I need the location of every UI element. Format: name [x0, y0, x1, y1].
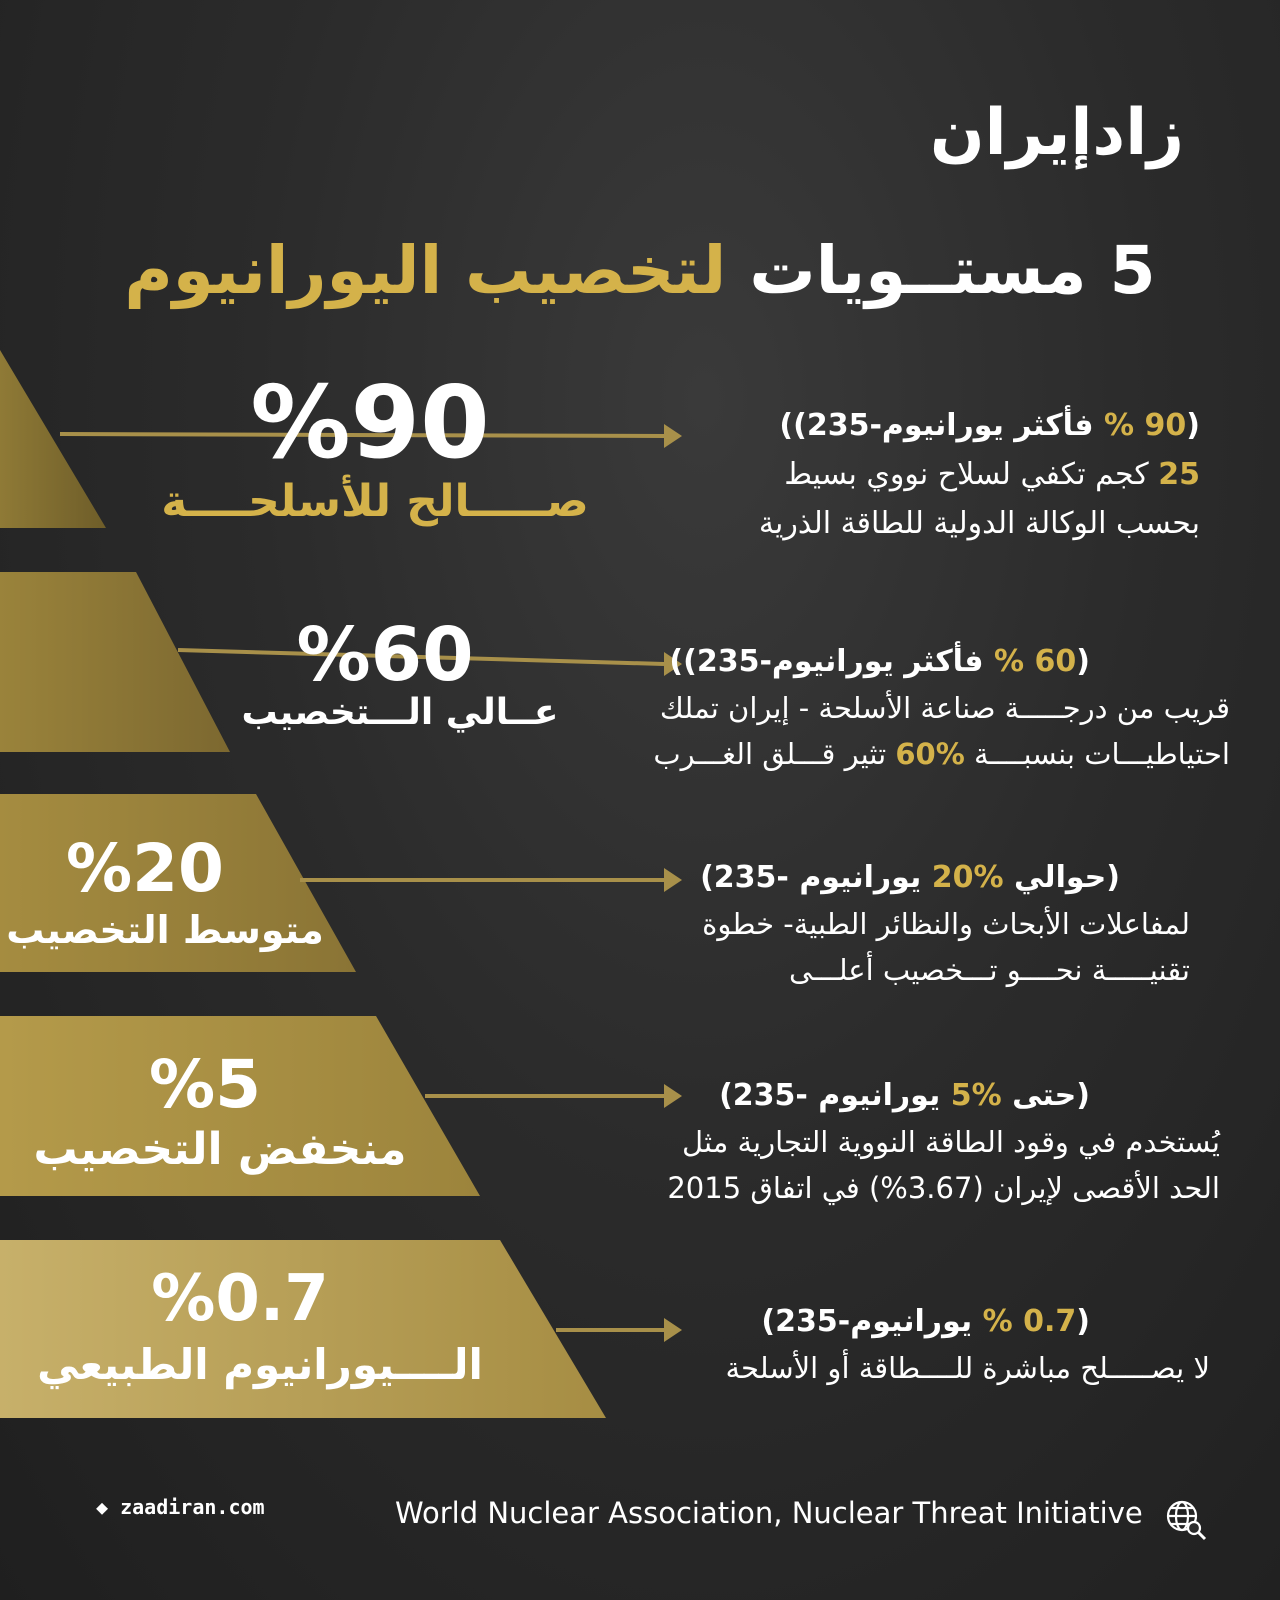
tier-label-5: منخفض التخصيب — [33, 1124, 407, 1175]
site-link[interactable]: zaadiran.com — [120, 1495, 265, 1519]
tier-shape-60 — [0, 572, 230, 752]
tier-percent-90: %90 — [250, 364, 490, 481]
title-number: 5 — [1109, 232, 1156, 309]
brand-logo: زادإيران — [930, 96, 1184, 170]
tier-label-90: صـــــالح للأسلحــــة — [161, 476, 589, 527]
title-accent-words: لتخصيب اليورانيوم — [124, 232, 727, 309]
tier-desc-60: (60 % فأكثر يورانيوم-235)) قريب من درجـــــة صناعة الأسلحة - إيران تملك احتياطيـــات بنسبــــة %60 تثير قـــلق الغـــرب — [653, 644, 1230, 771]
tier-desc-5: (حتى %5 يورانيوم -235) يُستخدم في وقود الطاقة النووية التجارية مثل الحد الأقصى لإيران (3.67%) في اتفاق 2015 — [667, 1078, 1220, 1205]
tier-shape-90 — [0, 350, 106, 528]
tier-label-60: عــالي الـــتخصيب — [241, 692, 559, 733]
footer-sources: World Nuclear Association, Nuclear Threat Initiative — [395, 1496, 1143, 1530]
tier-label-20: متوسط التخصيب — [6, 908, 324, 952]
tier-percent-5: %5 — [148, 1046, 262, 1123]
footer-site[interactable] — [96, 1495, 265, 1519]
tier-label-07: الــــيورانيوم الطبيعي — [37, 1340, 483, 1389]
tier-desc-20: (حوالي %20 يورانيوم -235) لمفاعلات الأبحاث والنظائر الطبية- خطوة تقنيـــــة نحــــو تـــخصيب أعلـــى — [700, 860, 1190, 987]
tier-percent-07: %0.7 — [151, 1262, 329, 1336]
globe-search-icon — [1164, 1498, 1208, 1546]
tier-percent-20: %20 — [66, 830, 224, 907]
tier-desc-07: (0.7 % يورانيوم-235) لا يصـــــلح مباشرة للــــطاقة أو الأسلحة — [725, 1304, 1210, 1385]
tier-percent-60: %60 — [296, 612, 474, 698]
title-white-word: مستــويات — [749, 232, 1087, 309]
tier-desc-90: (90 % فأكثر يورانيوم-235)) 25 كجم تكفي لسلاح نووي بسيط بحسب الوكالة الدولية للطاقة الذرية — [758, 408, 1200, 541]
diamond-icon: ◆ — [96, 1495, 109, 1519]
